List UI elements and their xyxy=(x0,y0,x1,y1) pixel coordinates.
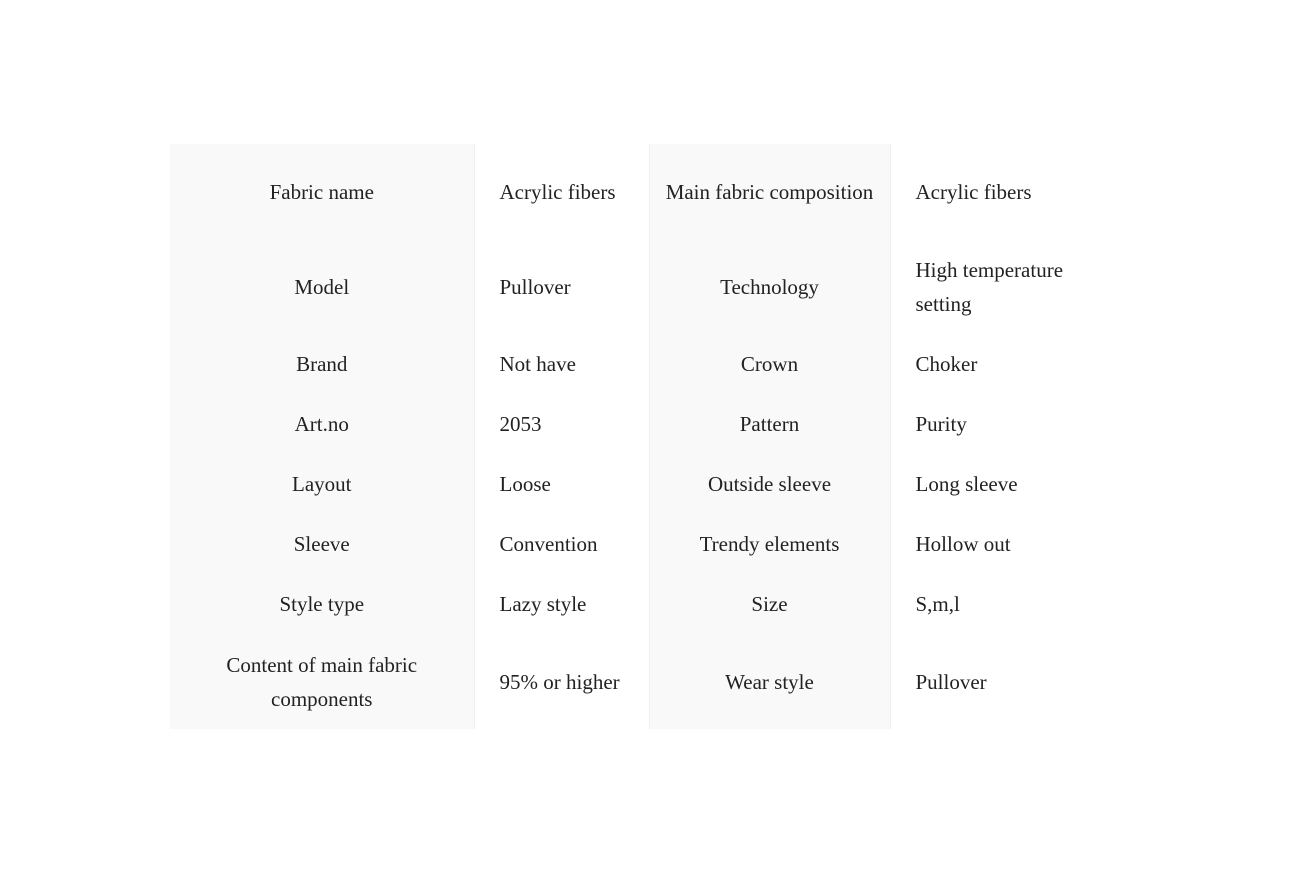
spec-value: Acrylic fibers xyxy=(915,179,1032,204)
spec-key: Wear style xyxy=(649,634,890,729)
spec-value: Pullover xyxy=(499,274,571,299)
spec-value: 2053 xyxy=(499,412,542,436)
table-row xyxy=(170,514,1090,574)
spec-value: Choker xyxy=(915,352,978,376)
spec-key: Fabric name xyxy=(170,144,474,239)
spec-value: Not have xyxy=(499,352,576,376)
spec-key: Content of main fabric components xyxy=(170,634,474,729)
spec-value: Purity xyxy=(915,412,967,436)
spec-key: Style type xyxy=(170,574,474,634)
spec-key: Outside sleeve xyxy=(649,454,890,514)
spec-value: Hollow out xyxy=(915,532,1011,556)
spec-value: Long sleeve xyxy=(915,472,1018,496)
spec-key: Size xyxy=(649,574,890,634)
table-row xyxy=(170,394,1090,454)
spec-key: Sleeve xyxy=(170,514,474,574)
table-row xyxy=(170,334,1090,394)
spec-key: Pattern xyxy=(649,394,890,454)
spec-key: Brand xyxy=(170,334,474,394)
table-row xyxy=(170,574,1090,634)
spec-value: 95% or higher xyxy=(499,669,620,694)
spec-value: Loose xyxy=(499,472,551,496)
product-spec-table xyxy=(170,144,1090,729)
spec-key: Main fabric composition xyxy=(649,144,890,239)
spec-value: Convention xyxy=(499,532,598,556)
spec-key: Crown xyxy=(649,334,890,394)
spec-value: Acrylic fibers xyxy=(499,179,616,204)
spec-key: Layout xyxy=(170,454,474,514)
table-row xyxy=(170,454,1090,514)
table-row xyxy=(170,144,1090,239)
spec-value: S,m,l xyxy=(915,592,960,616)
spec-value: High temperature setting xyxy=(915,257,1064,316)
table-row xyxy=(170,239,1090,334)
spec-key: Model xyxy=(170,239,474,334)
spec-value: Pullover xyxy=(915,669,987,694)
spec-key: Trendy elements xyxy=(649,514,890,574)
table-row xyxy=(170,634,1090,729)
spec-key: Technology xyxy=(649,239,890,334)
spec-key: Art.no xyxy=(170,394,474,454)
spec-value: Lazy style xyxy=(499,592,587,616)
